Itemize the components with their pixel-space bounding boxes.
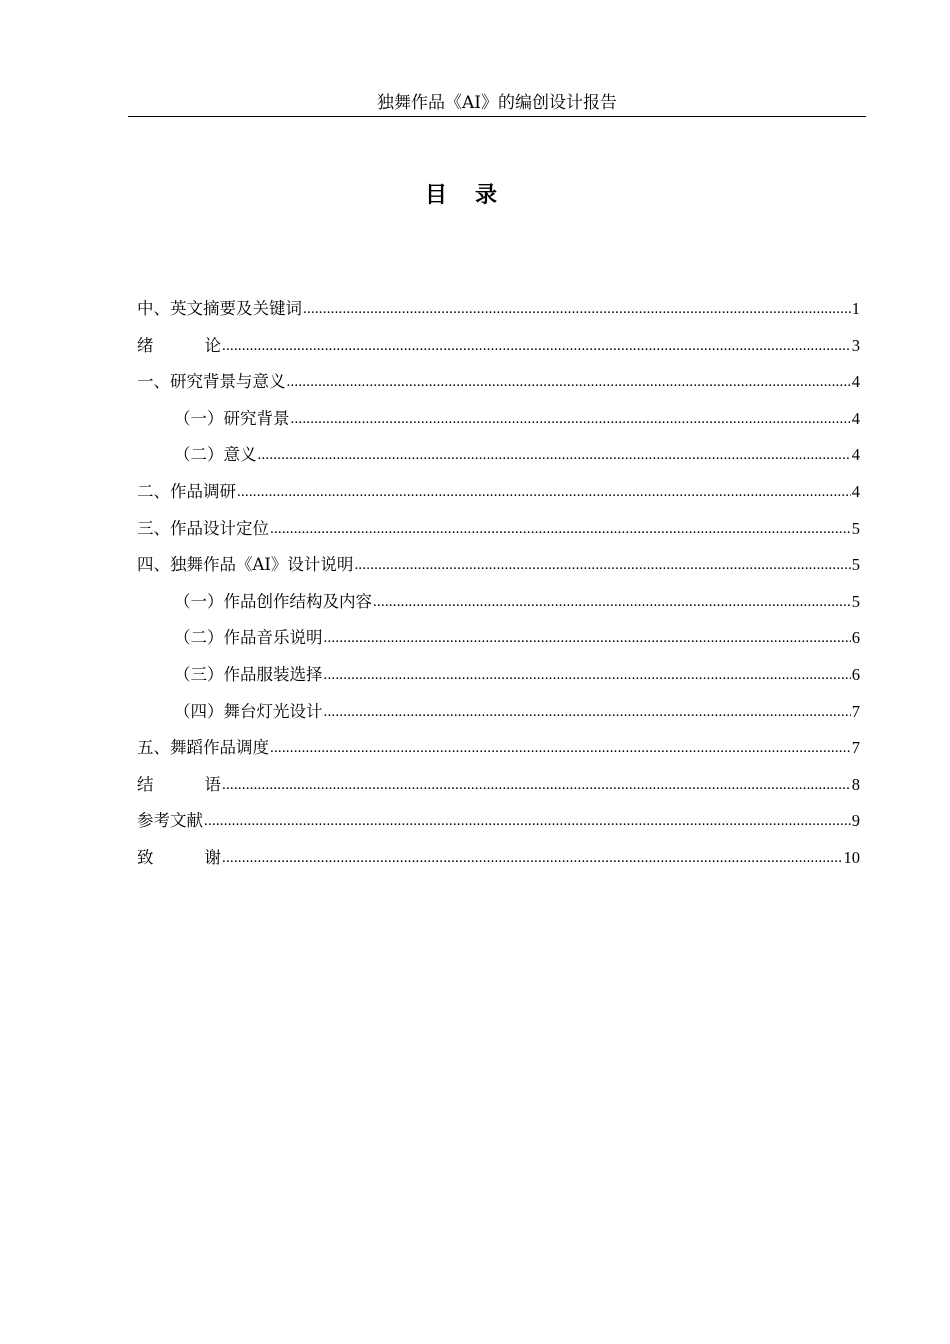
toc-entry-page-number: 10: [843, 847, 860, 867]
toc-entry-label: 中、英文摘要及关键词: [137, 299, 302, 318]
toc-entry-page-number: 4: [851, 445, 860, 465]
toc-entry[interactable]: [137, 517, 860, 554]
toc-entry-page-number: 3: [851, 335, 860, 355]
toc-entry[interactable]: [137, 626, 860, 663]
toc-entry-page-number: 5: [851, 555, 860, 575]
toc-entry-page-number: 6: [851, 664, 860, 684]
toc-entry-page-number: 4: [851, 408, 860, 428]
page-header: [128, 90, 866, 117]
toc-entry-label: 五、舞蹈作品调度: [137, 738, 269, 758]
table-of-contents: [137, 297, 860, 883]
toc-entry-label: 参考文献: [137, 811, 203, 831]
toc-dot-leader: [258, 442, 851, 467]
toc-entry-label: 二、作品调研: [137, 481, 236, 501]
toc-entry-page-number: 4: [851, 481, 860, 501]
header-text: 独舞作品《AI》的编创设计报告: [377, 93, 617, 113]
toc-entry-label: （一）研究背景: [174, 408, 290, 428]
toc-entry-page-number: 5: [851, 591, 860, 611]
toc-entry[interactable]: [137, 846, 860, 883]
toc-entry[interactable]: [137, 480, 860, 517]
page-title: 目录: [424, 183, 525, 208]
toc-dot-leader: [354, 552, 850, 577]
toc-entry-page-number: 1: [851, 299, 860, 318]
toc-entry-page-number: 6: [851, 628, 860, 648]
toc-dot-leader: [373, 589, 851, 614]
toc-entry-label: 四、独舞作品《AI》设计说明: [137, 555, 354, 575]
toc-entry-page-number: 9: [851, 811, 860, 831]
toc-entry-label: （三）作品服装选择: [174, 664, 323, 684]
toc-entry-label: （四）舞台灯光设计: [174, 701, 323, 721]
toc-entry-page-number: 5: [851, 518, 860, 538]
toc-entry-label: 三、作品设计定位: [137, 518, 269, 538]
toc-entry-label: （一）作品创作结构及内容: [174, 591, 372, 611]
toc-entry[interactable]: [137, 407, 860, 444]
toc-entry[interactable]: [137, 334, 860, 371]
toc-dot-leader: [270, 516, 851, 541]
toc-entry-page-number: 7: [851, 738, 860, 758]
toc-entry[interactable]: [137, 700, 860, 737]
toc-entry-page-number: 8: [851, 774, 860, 794]
toc-dot-leader: [287, 369, 851, 394]
toc-dot-leader: [222, 845, 843, 870]
toc-dot-leader: [222, 772, 851, 797]
toc-entry[interactable]: [137, 297, 860, 334]
toc-dot-leader: [324, 625, 851, 650]
toc-entry[interactable]: [137, 370, 860, 407]
toc-dot-leader: [270, 735, 851, 760]
toc-entry[interactable]: [137, 809, 860, 846]
toc-entry-page-number: 4: [851, 372, 860, 392]
toc-dot-leader: [291, 406, 851, 431]
toc-dot-leader: [303, 296, 851, 321]
toc-entry[interactable]: [137, 553, 860, 590]
toc-entry[interactable]: [137, 736, 860, 773]
toc-dot-leader: [324, 699, 851, 724]
toc-entry-label: （二）意义: [174, 445, 257, 465]
toc-entry-label: 致谢: [137, 847, 221, 867]
toc-entry-label: 结语: [137, 774, 221, 794]
toc-entry-page-number: 7: [851, 701, 860, 721]
toc-entry[interactable]: [137, 663, 860, 700]
toc-entry[interactable]: [137, 443, 860, 480]
toc-dot-leader: [222, 333, 851, 358]
toc-dot-leader: [204, 808, 851, 833]
toc-dot-leader: [324, 662, 851, 687]
toc-entry-label: 绪论: [137, 335, 221, 355]
toc-entry-label: 一、研究背景与意义: [137, 372, 286, 392]
toc-entry[interactable]: [137, 773, 860, 810]
toc-dot-leader: [237, 479, 851, 504]
toc-entry-label: （二）作品音乐说明: [174, 628, 323, 648]
toc-entry[interactable]: [137, 590, 860, 627]
